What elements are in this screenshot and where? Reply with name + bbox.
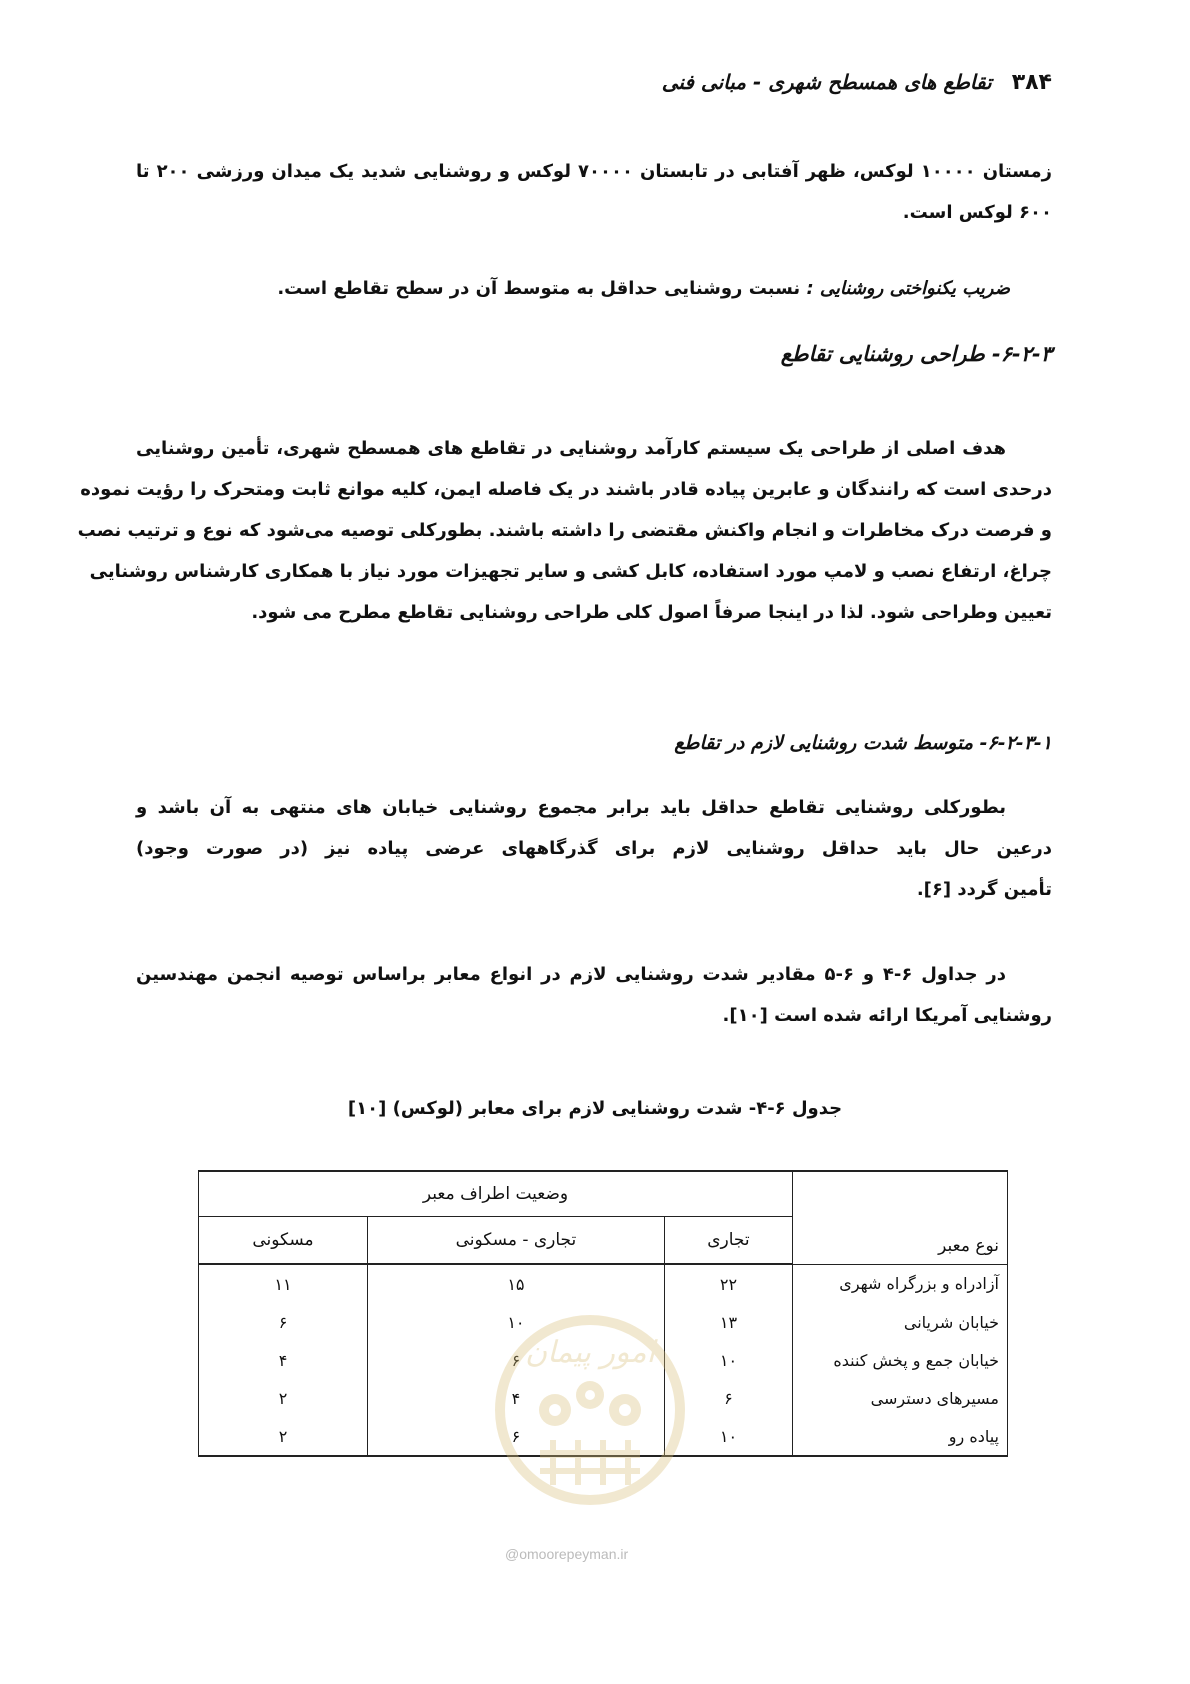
section-line: تعیین وطراحی شود. لذا در اینجا صرفاً اصول کلی طراحی روشنایی تقاطع مطرح می شود. [251,602,1052,623]
table-cell: ۶ [367,1341,664,1379]
page-number: ۳۸۴ [1011,69,1052,95]
table-cell: ۴ [367,1379,664,1417]
page-header [140,62,1052,102]
row-type: آزادراه و بزرگراه شهری [793,1264,1008,1303]
table-cell: ۲ [199,1417,368,1456]
section-line: درحدی است که رانندگان و عابرین پیاده قادر باشند در یک فاصله ایمن، کلیه موانع ثابت ومتحرک را رؤیت نموده [80,479,1052,500]
section-line: هدف اصلی از طراحی یک سیستم کارآمد روشنایی در تقاطع های همسطح شهری، تأمین روشنایی [136,438,1006,459]
subsection-paragraph-1 [136,787,1052,910]
table-cell: ۱۰ [367,1303,664,1341]
watermark-logo-icon [495,1300,685,1540]
table-cell: ۱۵ [367,1264,664,1303]
section-paragraph [77,428,1052,633]
subsection-line: درعین حال باید حداقل روشنایی لازم برای گذرگاههای عرضی پیاده نیز (در صورت وجود) [136,838,1052,859]
column-header: تجاری [664,1217,792,1265]
row-type: خیابان جمع و پخش کننده [793,1341,1008,1379]
table-group-header-row [199,1171,1008,1217]
table-cell: ۱۰ [664,1341,792,1379]
definition-text: نسبت روشنایی حداقل به متوسط آن در سطح تقاطع است. [277,278,801,299]
table-cell: ۲۲ [664,1264,792,1303]
table-cell: ۲ [199,1379,368,1417]
table-row [199,1264,1008,1303]
subsection-line: روشنایی آمریکا ارائه شده است [۱۰]. [722,1005,1052,1026]
row-type: خیابان شریانی [793,1303,1008,1341]
row-type: مسیرهای دسترسی [793,1379,1008,1417]
table-cell: ۶ [367,1417,664,1456]
surroundings-group-header: وضعیت اطراف معبر [199,1171,793,1217]
section-line: و فرصت درک مخاطرات و انجام واکنش مقتضی را داشته باشند. بطورکلی توصیه می‌شود که نوع و ترتیب نصب [77,520,1052,541]
running-title: تقاطع های همسطح شهری - مبانی فنی [661,70,992,94]
uniformity-definition [277,278,1010,299]
row-type: پیاده رو [793,1417,1008,1456]
definition-term: ضریب یکنواختی روشنایی : [806,278,1010,299]
subsection-heading: ۶-۲-۳-۱- متوسط شدت روشنایی لازم در تقاطع [674,732,1052,754]
type-column-header: نوع معبر [793,1171,1008,1264]
intro-line: زمستان ۱۰۰۰۰ لوکس، ظهر آفتابی در تابستان ۷۰۰۰۰ لوکس و روشنایی شدید یک میدان ورزشی ۲۰۰ تا [136,161,1052,182]
table-cell: ۱۱ [199,1264,368,1303]
intro-paragraph [136,151,1052,233]
subsection-line: در جداول ۶-۴ و ۶-۵ مقادیر شدت روشنایی لازم در انواع معابر براساس توصیه انجمن مهندسین [136,964,1006,985]
column-header: مسکونی [199,1217,368,1265]
subsection-line: بطورکلی روشنایی تقاطع حداقل باید برابر مجموع روشنایی خیابان های منتهی به آن باشد و [136,797,1006,818]
table-cell: ۴ [199,1341,368,1379]
table-cell: ۶ [199,1303,368,1341]
watermark-url: @omoorepeyman.ir [505,1546,629,1562]
watermark-logo-text: امور پیمان [525,1335,655,1370]
table-caption: جدول ۶-۴- شدت روشنایی لازم برای معابر (لوکس) [۱۰] [347,1098,843,1119]
table-cell: ۱۳ [664,1303,792,1341]
table-cell: ۶ [664,1379,792,1417]
table-cell: ۱۰ [664,1417,792,1456]
intro-line: ۶۰۰ لوکس است. [902,202,1052,223]
column-header: تجاری - مسکونی [367,1217,664,1265]
section-line: چراغ، ارتفاع نصب و لامپ مورد استفاده، کابل کشی و سایر تجهیزات مورد نیاز با همکاری کارشناس روشنایی [89,561,1052,582]
section-heading: ۶-۲-۳- طراحی روشنایی تقاطع [780,342,1052,366]
subsection-line: تأمین گردد [۶]. [916,879,1052,900]
subsection-paragraph-2 [136,954,1052,1036]
